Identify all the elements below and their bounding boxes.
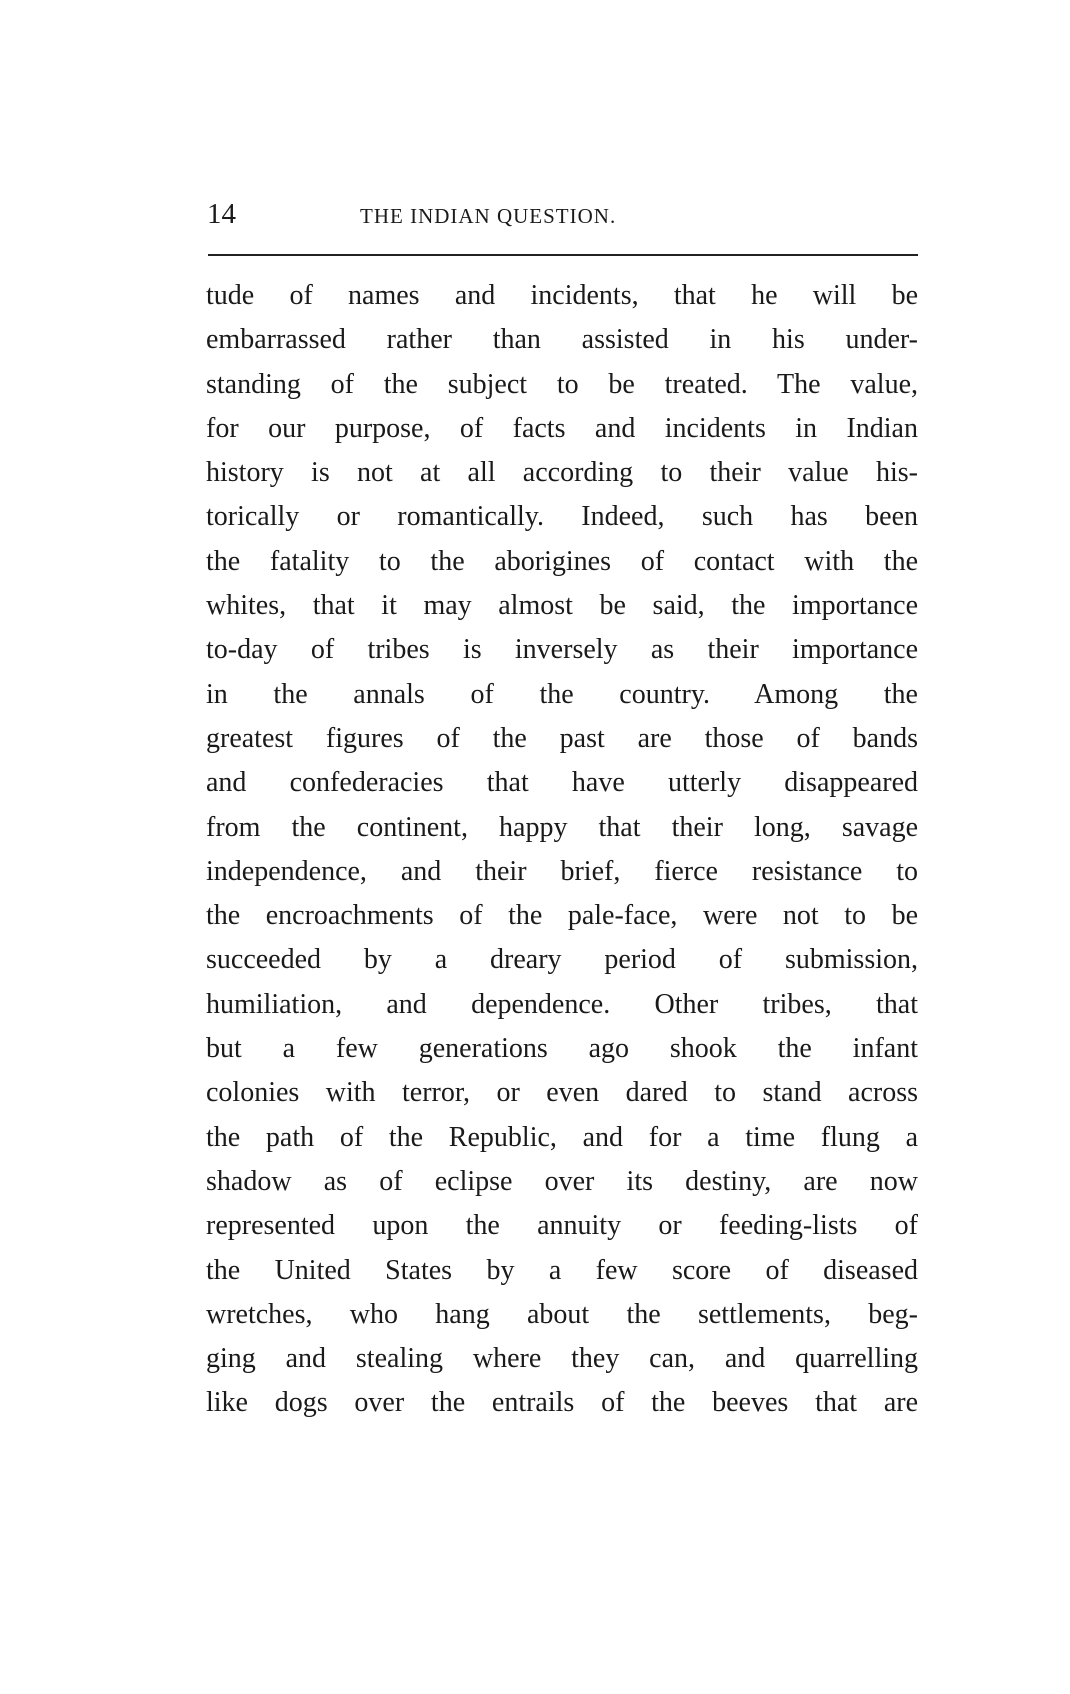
text-line: the fatality to the aborigines of contact with the xyxy=(206,545,918,577)
body-text xyxy=(206,274,918,1426)
text-line: history is not at all according to their value his- xyxy=(206,457,918,489)
text-line: from the continent, happy that their long, savage xyxy=(206,811,918,843)
text-line: and confederacies that have utterly disappeared xyxy=(206,767,918,799)
text-line: colonies with terror, or even dared to stand across xyxy=(206,1077,918,1109)
text-line: greatest figures of the past are those of bands xyxy=(206,722,918,754)
text-line: ging and stealing where they can, and quarrelling xyxy=(206,1343,918,1375)
running-title: THE INDIAN QUESTION. xyxy=(360,204,617,228)
text-line: succeeded by a dreary period of submission, xyxy=(206,944,918,976)
text-line: tude of names and incidents, that he will be xyxy=(206,280,918,311)
text-line: the path of the Republic, and for a time flung a xyxy=(206,1121,918,1153)
text-line: for our purpose, of facts and incidents in Indian xyxy=(206,412,918,444)
text-line: in the annals of the country. Among the xyxy=(206,678,918,710)
text-line: the United States by a few score of diseased xyxy=(206,1254,918,1286)
text-line: the encroachments of the pale-face, were not to be xyxy=(206,900,918,932)
text-line: represented upon the annuity or feeding-lists of xyxy=(206,1210,918,1242)
text-line: embarrassed rather than assisted in his under- xyxy=(206,324,918,356)
text-line: humiliation, and dependence. Other tribes, that xyxy=(206,988,918,1020)
text-line: to-day of tribes is inversely as their importance xyxy=(206,634,918,666)
text-line: whites, that it may almost be said, the importance xyxy=(206,590,918,622)
text-line: independence, and their brief, fierce resistance to xyxy=(206,855,918,887)
header-rule xyxy=(208,254,918,256)
text-line: shadow as of eclipse over its destiny, are now xyxy=(206,1165,918,1197)
text-line: torically or romantically. Indeed, such has been xyxy=(206,501,918,533)
text-line: but a few generations ago shook the infant xyxy=(206,1033,918,1065)
text-line: wretches, who hang about the settlements, beg- xyxy=(206,1298,918,1330)
text-line: standing of the subject to be treated. The value, xyxy=(206,368,918,400)
page-number: 14 xyxy=(207,198,236,230)
text-line: like dogs over the entrails of the beeves that are xyxy=(206,1387,918,1419)
